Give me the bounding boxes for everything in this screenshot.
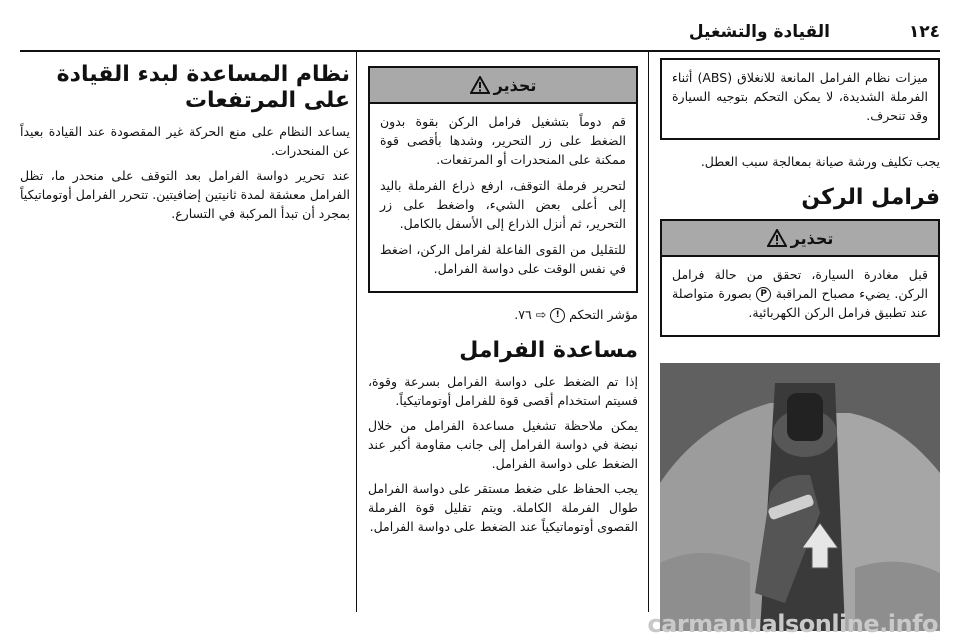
hill-start-assist-title: نظام المساعدة لبدء القيادة على المرتفعات bbox=[56, 62, 350, 113]
warning-para-2: لتحرير فرملة التوقف، ارفع ذراع الفرملة باليد إلى أعلى بعض الشيء، واضغط على زر التحرير، ثم أنزل الذراع إلى الأسفل بالكامل. bbox=[380, 178, 626, 231]
repair-text: يجب تكليف ورشة صيانة بمعالجة سبب العطل. bbox=[700, 154, 940, 169]
brake-assist-title: مساعدة الفرامل bbox=[459, 338, 638, 363]
watermark: carmanualsonline.info bbox=[647, 610, 938, 638]
column-divider-right bbox=[648, 52, 649, 612]
hill-start-para-1: يساعد النظام على منع الحركة غير المقصودة عند القيادة بعيداً عن المنحدرات. bbox=[20, 124, 350, 158]
parking-brake-lever-photo bbox=[660, 363, 940, 631]
page-ref-arrow-icon: ⇨ bbox=[535, 307, 547, 322]
abs-text: ميزات نظام الفرامل المانعة للانغلاق (ABS) أثناء الفرملة الشديدة، لا يمكن التحكم بتوجيه السيارة وقد تنحرف. bbox=[672, 70, 928, 123]
warning-title: تحذير bbox=[790, 228, 834, 248]
parking-indicator-icon: P bbox=[756, 287, 771, 302]
middle-column bbox=[368, 66, 638, 542]
warning-triangle-icon bbox=[470, 76, 490, 94]
warning-header bbox=[662, 221, 938, 257]
warning-header bbox=[370, 68, 636, 104]
warning-triangle-icon bbox=[767, 229, 787, 247]
left-column bbox=[20, 58, 350, 229]
brake-assist-para-3: يجب الحفاظ على ضغط مستقر على دواسة الفرامل طوال الفرملة الكاملة. ويتم تقليل قوة الفرملة القصوى أوتوماتيكياً عند الضغط على دواسة الفرامل. bbox=[368, 481, 638, 534]
brake-assist-para-1: إذا تم الضغط على دواسة الفرامل بسرعة وقوة، فسيتم استخدام أقصى قوة للفرامل أوتوماتيكياً. bbox=[368, 374, 638, 408]
warning-title: تحذير bbox=[493, 75, 537, 95]
parking-brake-warning-text: قبل مغادرة السيارة، تحقق من حالة فرامل الركن. يضيء مصباح المراقبة P بصورة متواصلة عند تطبيق فرامل الركن الكهربائية. bbox=[672, 267, 929, 320]
warning-para-3: للتقليل من القوى الفاعلة لفرامل الركن، اضغط في نفس الوقت على دواسة الفرامل. bbox=[380, 242, 626, 276]
indicator-reference: مؤشر التحكم ! ⇨ ٧٦. bbox=[514, 307, 638, 322]
column-divider-left bbox=[356, 52, 357, 612]
brake-indicator-icon: ! bbox=[550, 308, 565, 323]
brake-assist-para-2: يمكن ملاحظة تشغيل مساعدة الفرامل من خلال نبضة في دواسة الفرامل إلى جانب مقاومة أكبر عند الضغط على دواسة الفرامل. bbox=[368, 418, 638, 471]
abs-note-box bbox=[660, 58, 940, 140]
running-title: القيادة والتشغيل bbox=[688, 22, 830, 42]
brake-warning bbox=[368, 66, 638, 293]
page-header bbox=[20, 22, 940, 52]
hill-start-para-2: عند تحرير دواسة الفرامل بعد التوقف على منحدر ما، تظل الفرامل معشقة لمدة ثانيتين إضافيتين. تتحرر الفرامل أوتوماتيكياً بمجرد أن تبدأ المركبة في التسارع. bbox=[20, 168, 350, 221]
page-number: ١٢٤ bbox=[908, 22, 940, 42]
right-column bbox=[660, 58, 940, 635]
parking-brake-warning bbox=[660, 219, 940, 337]
parking-brake-title: فرامل الركن bbox=[801, 185, 940, 210]
warning-para-1: قم دوماً بتشغيل فرامل الركن بقوة بدون الضغط على زر التحرير، وشدها بأقصى قوة ممكنة على المنحدرات أو المرتفعات. bbox=[380, 114, 626, 167]
